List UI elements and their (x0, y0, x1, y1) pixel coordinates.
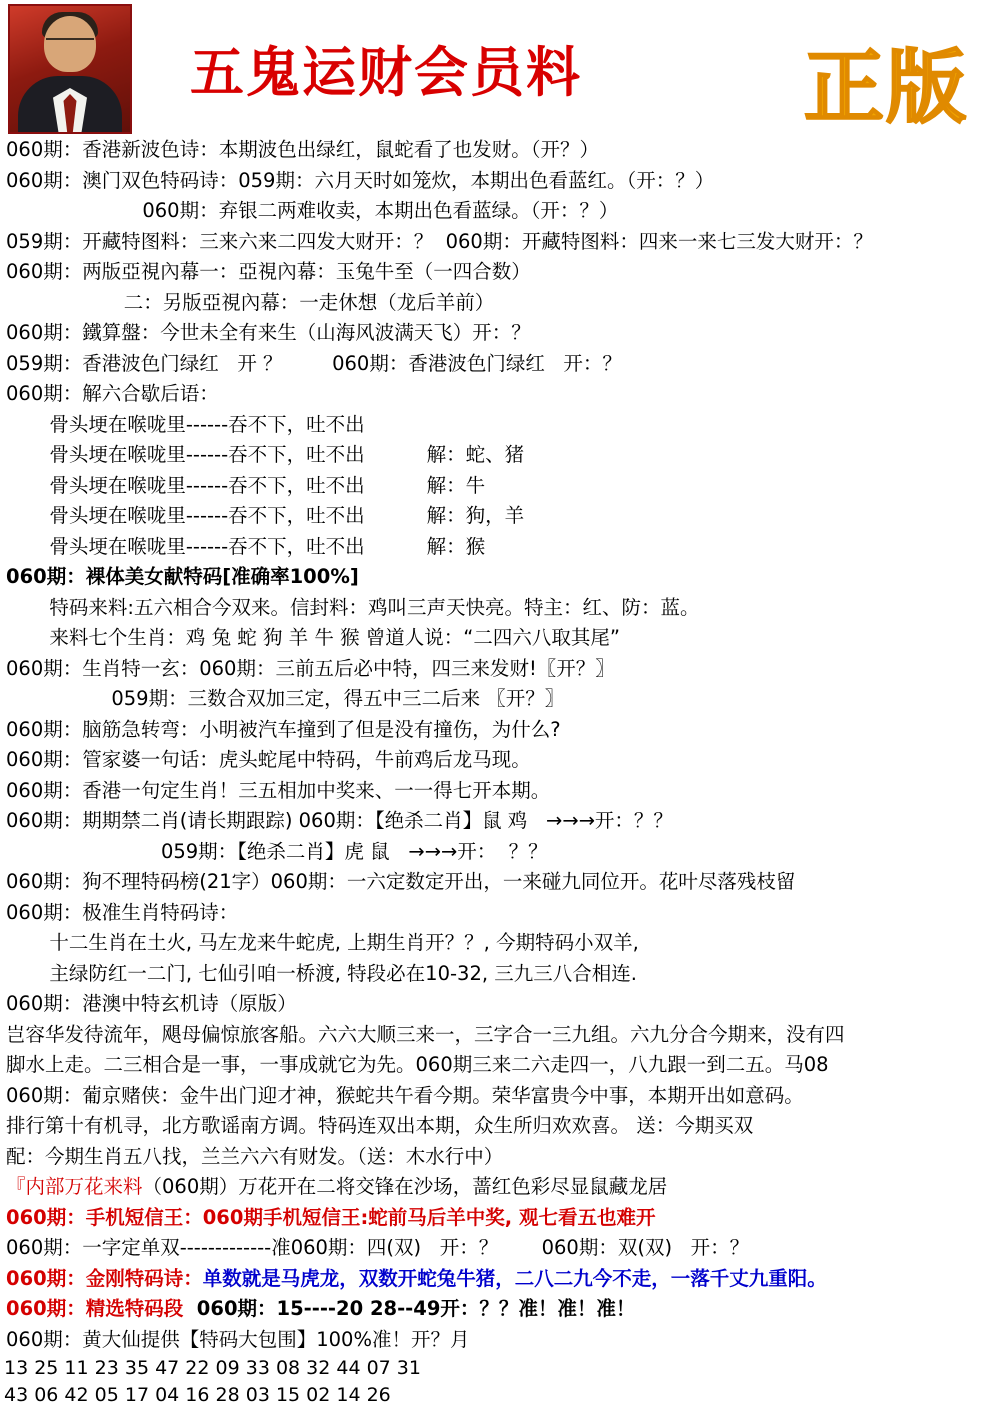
number-row: 13 25 11 23 35 47 22 09 33 08 32 44 07 31 (4, 1357, 421, 1379)
text-line: 排行第十有机寻，北方歌谣南方调。特码连双出本期，众生所归欢欢喜。 送：今期买双 (6, 1114, 754, 1137)
edition-stamp: 正版 (804, 41, 968, 134)
text-segment: 『内部万花来料 (6, 1175, 143, 1198)
page-header (0, 0, 988, 135)
text-line-mixed (0, 1203, 988, 1234)
text-line: 060期：脑筋急转弯：小明被汽车撞到了但是没有撞伤，为什么? (6, 717, 561, 741)
text-segment: （060期）万花开在二将交锋在沙场，蔷红色彩尽显鼠藏龙居 (142, 1175, 668, 1198)
portrait-photo (8, 4, 132, 134)
text-line: 060期：解六合歇后语： (6, 382, 219, 405)
text-line: 骨头埂在喉咙里------吞不下，吐不出 解：猴 (6, 534, 486, 558)
text-line: 059期：开藏特图料：三来六来二四发大财开：？ 060期：开藏特图料：四来一来七三发大财开：？ (6, 229, 873, 253)
text-line: 060期：弃银二两难收卖，本期出色看蓝绿。（开：？） (6, 199, 619, 222)
page-title: 五鬼运财会员料 (190, 41, 582, 104)
text-line: 骨头埂在喉咙里------吞不下，吐不出 解：蛇、猪 (6, 443, 525, 466)
text-segment: 060期： (6, 1205, 86, 1229)
text-line: 配：今期生肖五八找，兰兰六六有财发。（送：木水行中） (6, 1144, 504, 1168)
text-line-mixed (0, 1325, 988, 1356)
text-line: 来料七个生肖：鸡 兔 蛇 狗 羊 牛 猴 曾道人说：“二四六八取其尾” (6, 626, 620, 649)
text-segment: 060期：一字定单双-------------准060期：四(双) 开：？ 060期：双(双) 开：？ (6, 1236, 750, 1259)
text-segment: 手机短信王： (85, 1205, 203, 1229)
text-line: 脚水上走。二三相合是一事，一事成就它为先。060期三来二六走四一，八九跟一到二五。马08 (6, 1053, 829, 1076)
text-line: 岂容华发待流年，飓母偏惊旅客船。六六大顺三来一，三字合一三九组。六九分合今期来，没有四 (6, 1022, 845, 1046)
text-line: 特码来料:五六相合今双来。信封料：鸡叫三声天快亮。特主：红、防：蓝。 (6, 595, 700, 619)
text-segment: 060期手机短信王: (202, 1205, 369, 1229)
text-line: 059期：【绝杀二肖】虎 鼠 →→→开： ？？ (6, 839, 548, 863)
text-line: 060期：香港一句定生肖！三五相加中奖来、一一得七开本期。 (6, 778, 551, 802)
text-segment: 060期：15----20 28--49开：？？准！准！准！ (183, 1297, 636, 1320)
text-line: 骨头埂在喉咙里------吞不下，吐不出 解：牛 (6, 473, 486, 497)
text-line: 060期：期期禁二肖(请长期跟踪) 060期：【绝杀二肖】鼠 鸡 →→→开：？？ (6, 809, 673, 832)
text-line: 059期：香港波色门绿红 开 ？ 060期：香港波色门绿红 开：？ (6, 351, 622, 375)
text-line-mixed (0, 1172, 988, 1203)
text-line: 二：另版亞視內幕：一走休想（龙后羊前） (6, 290, 495, 314)
text-line: 骨头埂在喉咙里------吞不下，吐不出 解：狗，羊 (6, 504, 525, 527)
text-segment: 精选特码段 (85, 1297, 184, 1320)
text-line-mixed (0, 1264, 988, 1295)
text-line: 060期：香港新波色诗：本期波色出绿红，鼠蛇看了也发财。（开？） (6, 138, 599, 161)
portrait-suit (18, 76, 122, 132)
text-line: 059期：三数合双加三定，得五中三二后来 〖开？〗 (6, 687, 565, 710)
text-line-mixed (0, 1233, 988, 1264)
portrait-glasses (46, 38, 94, 52)
content-body (0, 135, 988, 1409)
text-line: 060期：两版亞視內幕一：亞視內幕：玉兔牛至（一四合数） (6, 260, 531, 283)
text-line: 060期：生肖特一玄：060期：三前五后必中特，四三来发财!〖开？〗 (6, 656, 615, 680)
number-row: 43 06 42 05 17 04 16 28 03 15 02 14 26 (4, 1384, 391, 1406)
text-segment: 060期： (6, 1297, 86, 1320)
text-segment: 金刚特码诗： (85, 1266, 203, 1290)
text-line: 骨头埂在喉咙里------吞不下，吐不出 (6, 412, 365, 436)
text-segment: 蛇前马后羊中奖, 观七看五也难开 (368, 1205, 656, 1229)
text-line: 060期：港澳中特玄机诗（原版） (6, 992, 297, 1015)
text-line-highlight: 060期：裸体美女献特码[准确率100%] (6, 565, 359, 588)
text-line: 060期：极准生肖特码诗： (6, 900, 239, 924)
text-line: 主绿防红一二门, 七仙引咱一桥渡, 特段必在10-32, 三九三八合相连. (6, 961, 637, 985)
text-line: 060期：澳门双色特码诗：059期：六月天时如笼炊，本期出色看蓝红。（开：？） (6, 168, 715, 192)
text-line: 060期：鐵算盤：今世未全有来生（山海风波满天飞）开：？ (6, 321, 531, 344)
text-line: 十二生肖在土火, 马左龙来牛蛇虎, 上期生肖开？？, 今期特码小双羊, (6, 931, 639, 954)
text-segment: 060期： (6, 1266, 86, 1290)
text-line: 060期：管家婆一句话：虎头蛇尾中特码，牛前鸡后龙马现。 (6, 748, 531, 771)
text-line: 060期：葡京赌侠：金牛出门迎才神，猴蛇共午看今期。荣华富贵今中事，本期开出如意码。 (6, 1083, 804, 1107)
text-line: 060期：狗不理特码榜(21字）060期：一六定数定开出，一来碰九同位开。花叶尽落残枝留 (6, 870, 796, 893)
text-segment: 060期：黄大仙提供【特码大包围】100%准！开？月 (6, 1327, 470, 1351)
text-line-mixed (0, 1294, 988, 1325)
text-segment: 单数就是马虎龙，双数开蛇兔牛猪，二八二九今不走，一落千丈九重阳。 (202, 1266, 827, 1290)
